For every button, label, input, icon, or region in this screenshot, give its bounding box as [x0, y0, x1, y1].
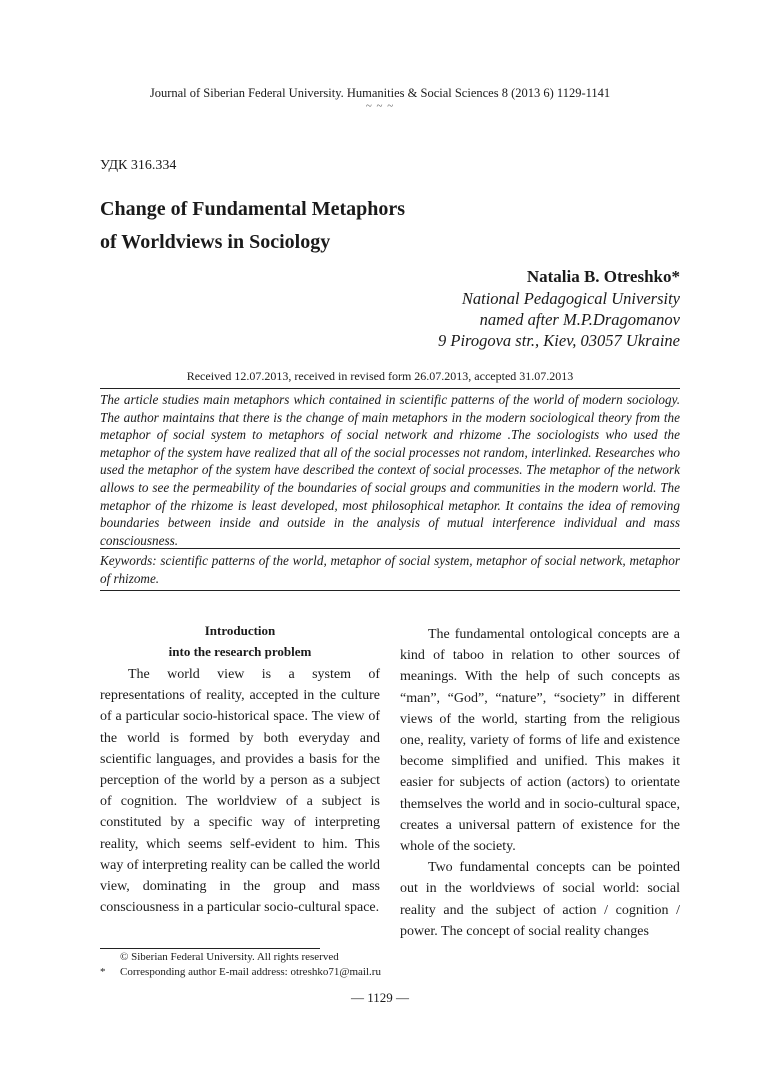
section-heading [100, 620, 380, 662]
paragraph: The world view is a system of representations of reality, accepted in the culture of a particular socio-historical space. The view of the world is formed by both everyday and scientific languages, and provides a basis for the perception of the world by a person as a subject of cognition. The worldview of a subject is constituted by a specific way of interpreting reality, which seems self-evident to him. This way of interpreting reality can be called the world view, dominating in the group and mass consciousness in a particular socio-cultural space. [100, 667, 380, 916]
abstract: The article studies main metaphors which contained in scientific patterns of the world of modern sociology. The author maintains that there is the change of main metaphors in the modern sociological theory from the metaphor of social system to metaphors of social network and rhizome .The sociologists who used the metaphor of the system have realized that all of the social processes not random, interlinked. Researches who used the metaphor of the system have described the context of social processes. The metaphor of the network allows to see the permeability of the boundaries of social groups and communities in the modern world. The metaphor of the rhizome is least developed, most philosophical metaphor. It contains the idea of removing boundaries between inside and outside in the analysis of mutual interference individual and mass consciousness. [100, 392, 680, 548]
corresponding-author-text: Corresponding author E-mail address: otreshko71@mail.ru [120, 966, 381, 978]
page-number: — 1129 — [350, 990, 410, 1005]
abstract-top-rule [100, 388, 680, 389]
title-line-1: Change of Fundamental Metaphors [100, 198, 406, 220]
asterisk-mark: * [100, 966, 106, 978]
footnote-rule [100, 948, 320, 949]
author-block [438, 266, 680, 351]
udk-code: УДК 316.334 [100, 158, 177, 173]
title-line-2: of Worldviews in Sociology [100, 231, 331, 253]
footnote-corresponding [100, 966, 381, 978]
author-name: Natalia B. Otreshko* [526, 267, 680, 286]
journal-header: Journal of Siberian Federal University. Humanities & Social Sciences 8 (2013 6) 1129-1141 [149, 86, 611, 100]
paragraph: The fundamental ontological concepts are a kind of taboo in relation to other sources of meanings. With the help of such concepts as “man”, “God”, “nature”, “society” in different views of the world, starting from the religious one, reality, variety of forms of life and existence become simplified and unified. This makes it easier for subjects of action (actors) to orientate themselves the world and in socio-cultural space, creates a universal pattern of existence for the whole of the society. [400, 627, 680, 855]
section-heading-line-2: into the research problem [168, 644, 312, 659]
header-ornament: ~ ~ ~ [365, 100, 395, 112]
abstract-divider [100, 548, 680, 549]
keywords-bottom-rule [100, 590, 680, 591]
affiliation-line-1: National Pedagogical University [461, 289, 680, 308]
left-column [100, 620, 380, 918]
paragraph: Two fundamental concepts can be pointed out in the worldviews of social world: social reality and the subject of action / cognition / power. The concept of social reality changes [400, 860, 680, 939]
section-heading-line-1: Introduction [204, 623, 276, 638]
received-dates: Received 12.07.2013, received in revised form 26.07.2013, accepted 31.07.2013 [186, 369, 574, 383]
copyright-text: © Siberian Federal University. All rights reserved [120, 951, 339, 963]
affiliation-line-2: named after M.P.Dragomanov [479, 310, 680, 329]
right-column [400, 624, 680, 942]
keywords: Keywords: scientific patterns of the world, metaphor of social system, metaphor of social network, metaphor of rhizome. [100, 553, 680, 586]
footnote-copyright [100, 951, 339, 963]
affiliation-line-3: 9 Pirogova str., Kiev, 03057 Ukraine [438, 331, 680, 350]
article-title [100, 193, 405, 259]
